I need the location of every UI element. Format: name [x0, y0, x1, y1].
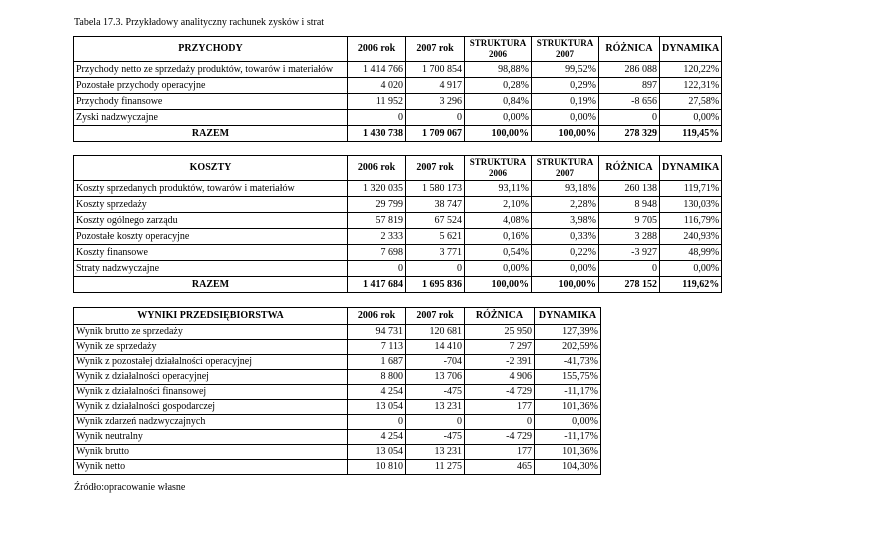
costs-header-cell: 2006 rok: [348, 156, 406, 181]
row-value: 9 705: [599, 213, 660, 229]
table-row: [74, 460, 601, 475]
row-label: Wynik z pozostałej działalności operacyjnej: [74, 355, 348, 370]
row-value: 0: [348, 261, 406, 277]
table-caption: Tabela 17.3. Przykładowy analityczny rachunek zysków i strat: [74, 17, 325, 28]
row-value: 0,00%: [465, 261, 532, 277]
costs-header-cell: 2007 rok: [406, 156, 465, 181]
results-header-cell: RÓŻNICA: [465, 308, 535, 325]
row-label: Wynik z działalności operacyjnej: [74, 370, 348, 385]
row-value: 13 054: [348, 400, 406, 415]
row-value: 0,29%: [532, 78, 599, 94]
row-value: 4 254: [348, 385, 406, 400]
row-value: 0: [406, 261, 465, 277]
row-value: 4 917: [406, 78, 465, 94]
row-value: 120 681: [406, 325, 465, 340]
row-value: 0,54%: [465, 245, 532, 261]
row-value: 0,00%: [535, 415, 601, 430]
row-value: 4 020: [348, 78, 406, 94]
row-value: 100,00%: [465, 277, 532, 293]
row-label: Wynik brutto: [74, 445, 348, 460]
row-label: Wynik zdarzeń nadzwyczajnych: [74, 415, 348, 430]
row-value: 101,36%: [535, 445, 601, 460]
revenue-header-cell: STRUKTURA 2006: [465, 37, 532, 62]
table-row: [74, 229, 722, 245]
row-value: 8 948: [599, 197, 660, 213]
revenue-header-cell: 2006 rok: [348, 37, 406, 62]
row-value: 0: [465, 415, 535, 430]
row-value: 1 709 067: [406, 126, 465, 142]
row-value: 130,03%: [660, 197, 722, 213]
row-value: 93,11%: [465, 181, 532, 197]
row-value: 0,00%: [465, 110, 532, 126]
table-row: [74, 110, 722, 126]
row-label: Koszty ogólnego zarządu: [74, 213, 348, 229]
row-value: 1 580 173: [406, 181, 465, 197]
row-value: 2,28%: [532, 197, 599, 213]
revenue-total-row: [74, 126, 722, 142]
results-header-cell: 2007 rok: [406, 308, 465, 325]
table-row: [74, 213, 722, 229]
row-value: 0: [599, 261, 660, 277]
row-label: Przychody finansowe: [74, 94, 348, 110]
table-row: [74, 355, 601, 370]
row-value: 155,75%: [535, 370, 601, 385]
row-value: 27,58%: [660, 94, 722, 110]
row-value: 119,62%: [660, 277, 722, 293]
row-value: 0,28%: [465, 78, 532, 94]
row-value: 57 819: [348, 213, 406, 229]
row-value: 11 952: [348, 94, 406, 110]
row-label: Koszty sprzedaży: [74, 197, 348, 213]
row-label: Wynik z działalności finansowej: [74, 385, 348, 400]
table-row: [74, 430, 601, 445]
table-row: [74, 385, 601, 400]
row-value: -2 391: [465, 355, 535, 370]
row-value: 4 254: [348, 430, 406, 445]
row-label: Pozostałe koszty operacyjne: [74, 229, 348, 245]
row-value: -3 927: [599, 245, 660, 261]
row-label: Koszty sprzedanych produktów, towarów i materiałów: [74, 181, 348, 197]
table-row: [74, 370, 601, 385]
row-value: 99,52%: [532, 62, 599, 78]
row-value: 3,98%: [532, 213, 599, 229]
costs-total-row: [74, 277, 722, 293]
costs-header-cell: STRUKTURA 2006: [465, 156, 532, 181]
row-value: 3 296: [406, 94, 465, 110]
row-value: 122,31%: [660, 78, 722, 94]
row-value: 0: [348, 415, 406, 430]
row-value: 1 414 766: [348, 62, 406, 78]
costs-header-cell: RÓŻNICA: [599, 156, 660, 181]
row-value: 0,19%: [532, 94, 599, 110]
row-label: Pozostałe przychody operacyjne: [74, 78, 348, 94]
results-header-row: [74, 308, 601, 325]
row-value: -41,73%: [535, 355, 601, 370]
table-row: [74, 78, 722, 94]
row-value: 0: [406, 415, 465, 430]
row-label: Wynik z działalności gospodarczej: [74, 400, 348, 415]
table-row: [74, 325, 601, 340]
row-value: 119,71%: [660, 181, 722, 197]
row-value: 13 706: [406, 370, 465, 385]
row-value: 2 333: [348, 229, 406, 245]
revenue-header-cell: DYNAMIKA: [660, 37, 722, 62]
revenue-header-cell: PRZYCHODY: [74, 37, 348, 62]
row-value: 10 810: [348, 460, 406, 475]
row-value: 286 088: [599, 62, 660, 78]
results-body: [74, 325, 601, 475]
table-row: [74, 94, 722, 110]
costs-header-row: [74, 156, 722, 181]
costs-header-cell: DYNAMIKA: [660, 156, 722, 181]
row-value: 127,39%: [535, 325, 601, 340]
row-value: 1 320 035: [348, 181, 406, 197]
row-value: 7 297: [465, 340, 535, 355]
results-header-cell: WYNIKI PRZEDSIĘBIORSTWA: [74, 308, 348, 325]
row-value: 177: [465, 400, 535, 415]
row-value: 11 275: [406, 460, 465, 475]
row-value: 7 113: [348, 340, 406, 355]
row-value: 13 054: [348, 445, 406, 460]
row-value: 25 950: [465, 325, 535, 340]
row-value: 48,99%: [660, 245, 722, 261]
row-label: Wynik brutto ze sprzedaży: [74, 325, 348, 340]
row-value: 278 329: [599, 126, 660, 142]
row-label: RAZEM: [74, 126, 348, 142]
row-value: 202,59%: [535, 340, 601, 355]
row-value: 1 417 684: [348, 277, 406, 293]
results-header-cell: DYNAMIKA: [535, 308, 601, 325]
row-value: 0,22%: [532, 245, 599, 261]
row-value: 3 288: [599, 229, 660, 245]
row-value: 177: [465, 445, 535, 460]
costs-table: [73, 155, 722, 293]
table-row: [74, 340, 601, 355]
results-table: [73, 307, 601, 475]
row-value: 0,84%: [465, 94, 532, 110]
row-value: 0: [406, 110, 465, 126]
revenue-header-cell: RÓŻNICA: [599, 37, 660, 62]
revenue-header-cell: 2007 rok: [406, 37, 465, 62]
row-value: 2,10%: [465, 197, 532, 213]
costs-body: [74, 181, 722, 293]
costs-header-cell: KOSZTY: [74, 156, 348, 181]
row-label: Przychody netto ze sprzedaży produktów, towarów i materiałów: [74, 62, 348, 78]
row-value: 0: [348, 110, 406, 126]
table-row: [74, 415, 601, 430]
row-value: -704: [406, 355, 465, 370]
row-value: 38 747: [406, 197, 465, 213]
row-value: 100,00%: [532, 277, 599, 293]
row-value: -475: [406, 430, 465, 445]
row-value: 0,00%: [532, 261, 599, 277]
row-value: -8 656: [599, 94, 660, 110]
row-value: 116,79%: [660, 213, 722, 229]
row-value: -11,17%: [535, 430, 601, 445]
table-row: [74, 400, 601, 415]
row-value: 119,45%: [660, 126, 722, 142]
row-value: -4 729: [465, 430, 535, 445]
revenue-table: [73, 36, 722, 142]
row-value: 1 687: [348, 355, 406, 370]
row-value: 1 430 738: [348, 126, 406, 142]
row-value: 93,18%: [532, 181, 599, 197]
row-value: 0,00%: [660, 110, 722, 126]
row-value: 29 799: [348, 197, 406, 213]
table-row: [74, 245, 722, 261]
row-label: Wynik ze sprzedaży: [74, 340, 348, 355]
table-row: [74, 197, 722, 213]
row-value: 98,88%: [465, 62, 532, 78]
row-label: Straty nadzwyczajne: [74, 261, 348, 277]
row-label: Zyski nadzwyczajne: [74, 110, 348, 126]
row-value: 260 138: [599, 181, 660, 197]
source-note: Źródło:opracowanie własne: [74, 482, 186, 493]
table-row: [74, 62, 722, 78]
row-value: 0,16%: [465, 229, 532, 245]
table-row: [74, 181, 722, 197]
row-value: 4,08%: [465, 213, 532, 229]
row-label: Wynik netto: [74, 460, 348, 475]
row-value: 13 231: [406, 445, 465, 460]
row-value: 465: [465, 460, 535, 475]
row-value: 120,22%: [660, 62, 722, 78]
revenue-body: [74, 62, 722, 142]
row-label: Koszty finansowe: [74, 245, 348, 261]
row-value: 1 695 836: [406, 277, 465, 293]
row-value: 7 698: [348, 245, 406, 261]
row-value: -11,17%: [535, 385, 601, 400]
row-value: 14 410: [406, 340, 465, 355]
row-value: -4 729: [465, 385, 535, 400]
row-value: 3 771: [406, 245, 465, 261]
results-header-cell: 2006 rok: [348, 308, 406, 325]
row-value: 100,00%: [465, 126, 532, 142]
row-value: 67 524: [406, 213, 465, 229]
row-value: 104,30%: [535, 460, 601, 475]
table-row: [74, 445, 601, 460]
row-value: -475: [406, 385, 465, 400]
table-row: [74, 261, 722, 277]
revenue-header-cell: STRUKTURA 2007: [532, 37, 599, 62]
row-value: 0,00%: [532, 110, 599, 126]
row-value: 8 800: [348, 370, 406, 385]
row-value: 94 731: [348, 325, 406, 340]
row-value: 1 700 854: [406, 62, 465, 78]
row-label: RAZEM: [74, 277, 348, 293]
row-value: 240,93%: [660, 229, 722, 245]
row-value: 897: [599, 78, 660, 94]
costs-header-cell: STRUKTURA 2007: [532, 156, 599, 181]
row-value: 5 621: [406, 229, 465, 245]
row-value: 278 152: [599, 277, 660, 293]
row-value: 101,36%: [535, 400, 601, 415]
row-value: 4 906: [465, 370, 535, 385]
row-label: Wynik neutralny: [74, 430, 348, 445]
row-value: 0,33%: [532, 229, 599, 245]
row-value: 0: [599, 110, 660, 126]
row-value: 13 231: [406, 400, 465, 415]
revenue-header-row: [74, 37, 722, 62]
row-value: 0,00%: [660, 261, 722, 277]
row-value: 100,00%: [532, 126, 599, 142]
